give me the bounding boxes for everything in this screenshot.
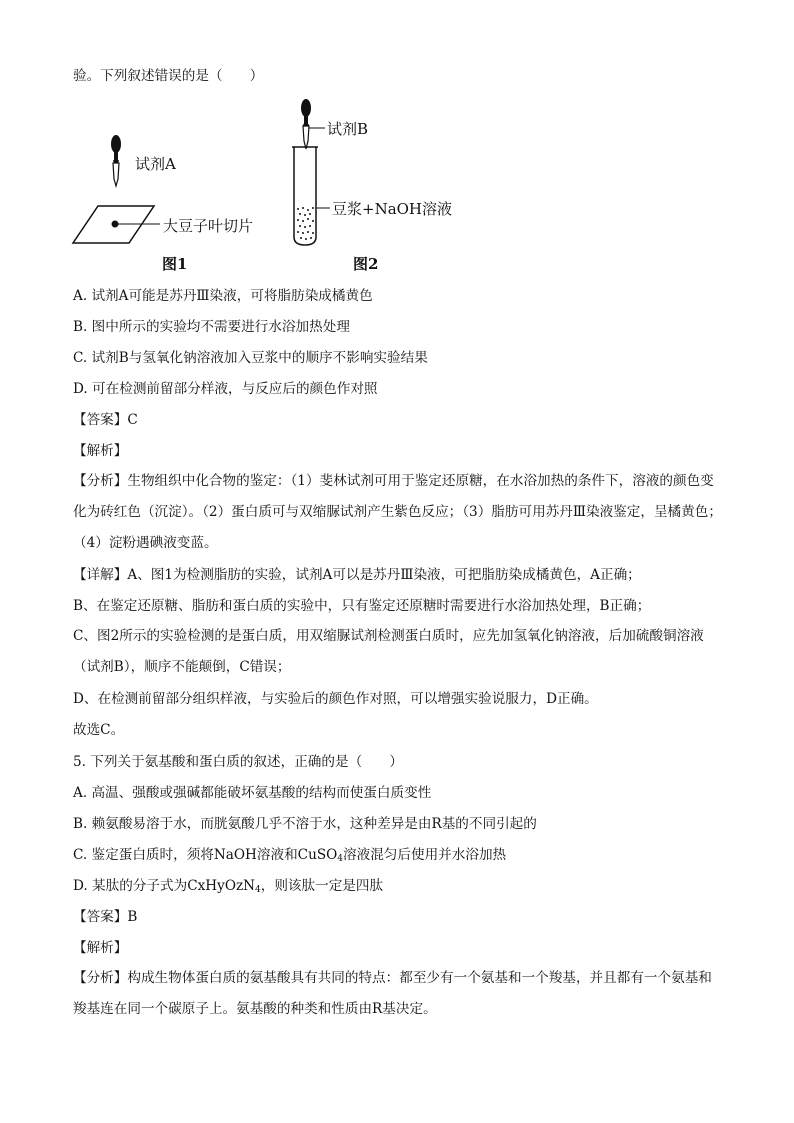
q4-analysis: 【分析】生物组织中化合物的鉴定：（1）斐林试剂可用于鉴定还原糖，在水浴加热的条件下，溶液的颜色变化为砖红色（沉淀）。（2）蛋白质可与双缩脲试剂产生紫色反应；（3）脂肪可用苏丹Ⅲ染液鉴定，呈橘黄色；（4）淀粉遇碘液变蓝。 [73, 473, 722, 551]
q4-option-a: A. 试剂A可能是苏丹Ⅲ染液，可将脂肪染成橘黄色 [73, 288, 373, 304]
q5-option-d-text: D. 某肽的分子式为CxHyOzN [73, 878, 256, 894]
q5-analysis-title: 【解析】 [73, 940, 128, 956]
figure-1-caption: 图1 [162, 255, 188, 273]
q4-detail-d: D、在检测前留部分组织样液，与实验后的颜色作对照，可以增强实验说服力，D正确。 [73, 691, 598, 707]
q5-option-c [73, 845, 506, 869]
reagent-a-label: 试剂A [135, 155, 176, 173]
leaf-slice-label: 大豆子叶切片 [163, 217, 254, 235]
question-intro: 验。下列叙述错误的是（ ） [73, 68, 264, 84]
q5-option-c-text: C. 鉴定蛋白质时，须将NaOH溶液和CuSO [73, 847, 338, 863]
q4-detail-b: B、在鉴定还原糖、脂肪和蛋白质的实验中，只有鉴定还原糖时需要进行水浴加热处理，B正确； [73, 598, 651, 614]
q4-conclusion: 故选C。 [73, 722, 125, 738]
q5-option-c-subscript: 4 [337, 854, 344, 864]
test-tube-icon [292, 147, 330, 245]
q4-answer: 【答案】C [73, 412, 138, 428]
dropper-a-icon [111, 135, 121, 186]
experiment-figure [0, 95, 794, 295]
q5-option-c-text-end: 溶液混匀后使用并水浴加热 [343, 847, 507, 863]
q5-option-b: B. 赖氨酸易溶于水，而胱氨酸几乎不溶于水，这种差异是由R基的不同引起的 [73, 816, 537, 832]
q4-option-d: D. 可在检测前留部分样液，与反应后的颜色作对照 [73, 381, 378, 397]
q4-analysis-title: 【解析】 [73, 443, 128, 459]
q5-stem: 5. 下列关于氨基酸和蛋白质的叙述，正确的是（ ） [73, 754, 403, 770]
q5-answer: 【答案】B [73, 909, 138, 925]
leaf-slice-slide [73, 206, 160, 243]
q5-analysis: 【分析】构成生物体蛋白质的氨基酸具有共同的特点：都至少有一个氨基和一个羧基，并且都有一个氨基和羧基连在同一个碳原子上。氨基酸的种类和性质由R基决定。 [73, 970, 712, 1017]
q5-option-d-subscript: 4 [255, 885, 261, 895]
figure-2-caption: 图2 [353, 255, 379, 273]
dropper-b-icon [301, 99, 325, 149]
q4-detail-c: C、图2所示的实验检测的是蛋白质，用双缩脲试剂检测蛋白质时，应先加氢氧化钠溶液，后加硫酸铜溶液（试剂B），顺序不能颠倒，C错误； [73, 628, 704, 675]
q4-option-b: B. 图中所示的实验均不需要进行水浴加热处理 [73, 319, 350, 335]
q5-option-a: A. 高温、强酸或强碱都能破坏氨基酸的结构而使蛋白质变性 [73, 785, 432, 801]
reagent-b-label: 试剂B [327, 120, 369, 138]
q4-option-c: C. 试剂B与氢氧化钠溶液加入豆浆中的顺序不影响实验结果 [73, 350, 428, 366]
q5-option-d [73, 876, 383, 900]
solution-label: 豆浆+NaOH溶液 [332, 200, 453, 218]
q4-detail-a: 【详解】A、图1为检测脂肪的实验，试剂A可以是苏丹Ⅲ染液，可把脂肪染成橘黄色，A正确； [73, 567, 641, 583]
q5-option-d-text-end: ，则该肽一定是四肽 [260, 878, 384, 894]
